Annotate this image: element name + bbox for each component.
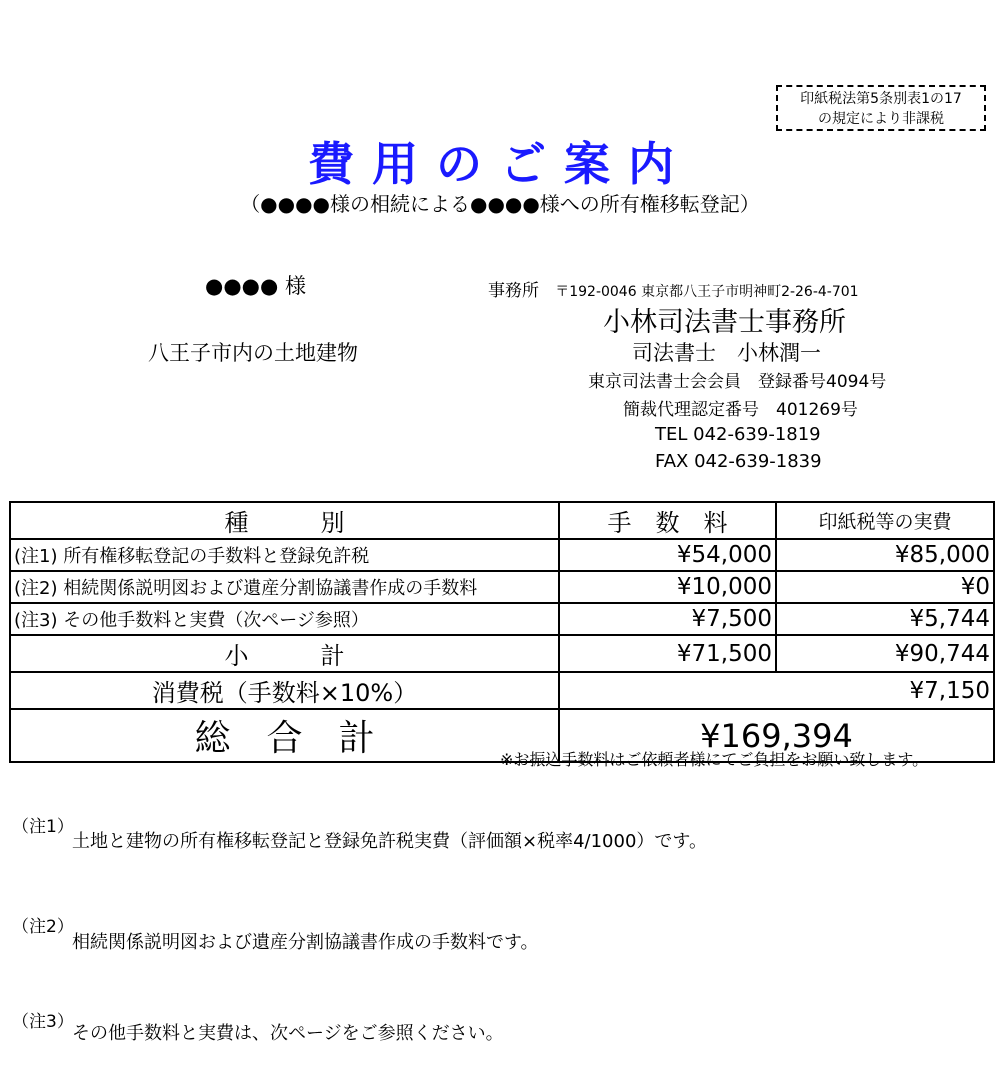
row-fee: ¥54,000: [559, 539, 776, 571]
note-2-text: 相続関係説明図および遺産分割協議書作成の手数料です。: [72, 932, 539, 953]
subtotal-cost: ¥90,744: [776, 635, 994, 672]
row-label: (注2) 相続関係説明図および遺産分割協議書作成の手数料: [10, 571, 559, 603]
header-type: 種 別: [10, 502, 559, 539]
office-member-number: 東京司法書士会会員 登録番号4094号: [588, 372, 887, 392]
consumption-tax-row: [10, 672, 994, 709]
tax-exemption-stamp: [776, 85, 986, 131]
note-2-tag: （注2）: [12, 917, 74, 937]
office-name: 小林司法書士事務所: [603, 307, 846, 338]
total-value: ¥169,394: [559, 709, 994, 762]
table-header-row: [10, 502, 994, 539]
subtotal-row: [10, 635, 994, 672]
tax-label: 消費税（手数料×10%）: [10, 672, 559, 709]
table-row: [10, 571, 994, 603]
row-fee: ¥7,500: [559, 603, 776, 635]
note-3-text: その他手数料と実費は、次ページをご参照ください。: [72, 1023, 504, 1044]
note-3-tag: （注3）: [12, 1012, 74, 1032]
row-label: (注3) その他手数料と実費（次ページ参照）: [10, 603, 559, 635]
note-1-text: 土地と建物の所有権移転登記と登録免許税実費（評価額×税率4/1000）です。: [72, 831, 707, 852]
office-person: 司法書士 小林潤一: [632, 341, 821, 365]
row-cost: ¥85,000: [776, 539, 994, 571]
row-label: (注1) 所有権移転登記の手数料と登録免許税: [10, 539, 559, 571]
subtotal-fee: ¥71,500: [559, 635, 776, 672]
office-address-label: 事務所: [488, 281, 539, 301]
header-fee: 手 数 料: [559, 502, 776, 539]
stamp-line-2: の規定により非課税: [818, 111, 944, 127]
header-stamp-tax: 印紙税等の実費: [776, 502, 994, 539]
page-subtitle: （●●●●様の相続による●●●●様への所有権移転登記）: [240, 192, 760, 216]
page-title: 費用のご案内: [308, 137, 692, 191]
row-cost: ¥0: [776, 571, 994, 603]
row-cost: ¥5,744: [776, 603, 994, 635]
total-label: 総 合 計: [10, 709, 559, 762]
office-address-value: 〒192-0046 東京都八王子市明神町2-26-4-701: [555, 284, 859, 300]
tax-value: ¥7,150: [559, 672, 994, 709]
client-name: ●●●● 様: [205, 274, 306, 298]
office-address: [488, 276, 859, 301]
row-fee: ¥10,000: [559, 571, 776, 603]
note-1-tag: （注1）: [12, 817, 74, 837]
fee-table: [9, 501, 995, 763]
office-fax: FAX 042-639-1839: [655, 451, 822, 472]
subtotal-label: 小 計: [10, 635, 559, 672]
office-tel: TEL 042-639-1819: [655, 424, 821, 445]
office-certification: 簡裁代理認定番号 401269号: [623, 400, 858, 420]
property-description: 八王子市内の土地建物: [148, 341, 358, 365]
stamp-line-1: 印紙税法第5条別表1の17: [800, 91, 962, 107]
table-row: [10, 539, 994, 571]
table-row: [10, 603, 994, 635]
transfer-fee-remark: ※お振込手数料はご依頼者様にてご負担をお願い致します。: [500, 750, 929, 769]
